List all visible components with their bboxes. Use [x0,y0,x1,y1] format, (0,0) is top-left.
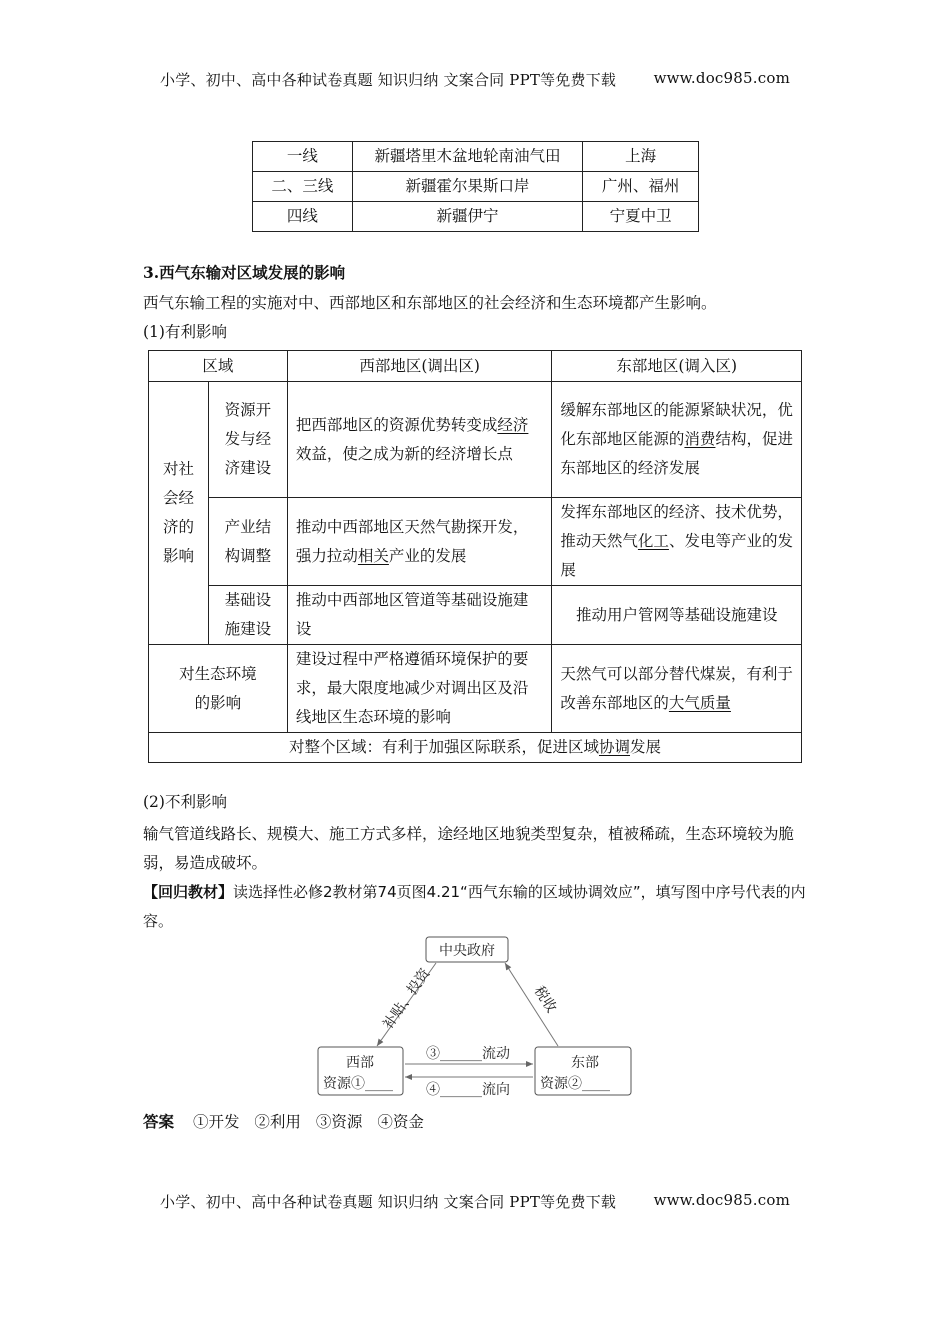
cell-text: 推动中西部地区管道等基础设施建设 [295,591,529,638]
row-label: 资源开发与经济建设 [208,382,287,498]
west-cell [287,498,552,586]
negative-text: 输气管道线路长、规模大、施工方式多样，途经地区地貌类型复杂，植被稀疏，生态环境较为脆弱，易造成破坏。 [143,825,795,872]
table-cell: 新疆伊宁 [352,202,582,232]
table-row [149,382,802,498]
east-cell [552,645,802,733]
answer-item: ①开发 [192,1113,240,1131]
answer-label: 答案 [143,1113,175,1131]
table-cell: 新疆霍尔果斯口岸 [352,172,582,202]
impact-table [148,350,802,763]
table-row [149,498,802,586]
row-label: 产业结构调整 [208,498,287,586]
cell-text: 推动中西部地区天然气勘探开发，强力拉动 [295,517,529,565]
review-tag: 【回归教材】 [143,883,234,901]
table-row [253,142,699,172]
footer-link[interactable]: www.doc985.com [653,1191,790,1209]
subheading-positive: (1)有利影响 [143,323,227,341]
cell-text: 推动用户管网等基础设施建设 [575,605,778,624]
answer-item: ③资源 [315,1113,363,1131]
page-footer [160,1191,790,1212]
table-cell: 四线 [253,202,353,232]
table-cell: 新疆塔里木盆地轮南油气田 [352,142,582,172]
cell-text: 发挥东部地区的经济、技术优势，推动天然气 [560,503,793,550]
west-cell [287,645,552,733]
east-cell [552,498,802,586]
cell-text: 对整个区域：有利于加强区际联系，促进区域 [288,738,599,756]
underlined-keyword: 经济 [497,415,529,434]
row-label: 对生态环境的影响 [149,645,288,733]
header-cell: 东部地区(调入区) [552,351,802,382]
underlined-keyword: 协调 [598,738,630,756]
footer-text: 小学、初中、高中各种试卷真题 知识归纳 文案合同 PPT等免费下载 [160,1193,617,1211]
underlined-keyword: 消费 [684,430,716,448]
west-title: 西部 [346,1055,374,1071]
west-cell [287,586,552,645]
section-heading: 3.西气东输对区域发展的影响 [143,263,346,282]
tax-label: 税收 [530,983,560,1016]
subsidy-label: 补贴、投资 [380,965,434,1033]
west-resource: 资源①____ [323,1076,393,1092]
table-row [253,202,699,232]
cell-text: 建设过程中严格遵循环境保护的要求，最大限度地减少对调出区及沿线地区生态环境的影响 [295,650,529,726]
table-cell: 二、三线 [253,172,353,202]
table-cell: 宁夏中卫 [583,202,699,232]
cell-text: 天然气可以部分替代煤炭，有利于改善东部地区的 [560,664,793,712]
cell-text: 发展 [630,738,662,756]
table-cell: 广州、福州 [583,172,699,202]
cell-text: 、发电等产业的发展 [560,532,793,579]
answer-item: ②利用 [254,1113,301,1131]
cell-text: 效益，使之成为新的经济增长点 [295,444,513,463]
table-cell: 上海 [583,142,699,172]
underlined-keyword: 大气质量 [668,693,731,712]
table-row [149,586,802,645]
east-cell [552,382,802,498]
table-header-row [149,351,802,382]
header-link[interactable]: www.doc985.com [653,69,790,87]
underlined-keyword: 相关 [357,546,389,565]
answer-line [143,1110,424,1132]
review-paragraph [143,878,813,936]
east-cell [552,586,802,645]
west-cell [287,382,552,498]
east-title: 东部 [571,1055,599,1071]
table-row [149,645,802,733]
total-cell [149,733,802,763]
table-cell: 一线 [253,142,353,172]
row-label: 基础设施建设 [208,586,287,645]
pipeline-table [252,141,699,232]
underlined-keyword: 化工 [637,532,669,550]
flow4-label: ④______流向 [426,1082,510,1098]
cell-text: 结构，促进东部地区的经济发展 [560,430,793,477]
cell-text: 缓解东部地区的能源紧缺状况，优化东部地区能源的 [560,401,793,448]
east-resource: 资源②____ [540,1076,610,1092]
header-cell: 西部地区(调出区) [287,351,552,382]
header-text: 小学、初中、高中各种试卷真题 知识归纳 文案合同 PPT等免费下载 [160,71,617,89]
subheading-negative: (2)不利影响 [143,793,227,811]
cell-text: 把西部地区的资源优势转变成 [295,415,498,434]
cell-text: 产业的发展 [388,546,467,565]
page-header [160,69,790,90]
central-gov-label: 中央政府 [439,943,495,959]
review-text: 读选择性必修2教材第74页图4.21“西气东输的区域协调效应”，填写图中序号代表的内容。 [143,883,806,930]
row-group-label: 对社会经济的影响 [149,382,209,645]
table-row [149,733,802,763]
table-row [253,172,699,202]
regional-coordination-diagram [300,930,650,1105]
section-intro: 西气东输工程的实施对中、西部地区和东部地区的社会经济和生态环境都产生影响。 [143,294,717,312]
answer-item: ④资金 [377,1113,424,1131]
header-cell: 区域 [149,351,288,382]
flow3-label: ③______流动 [426,1046,510,1062]
